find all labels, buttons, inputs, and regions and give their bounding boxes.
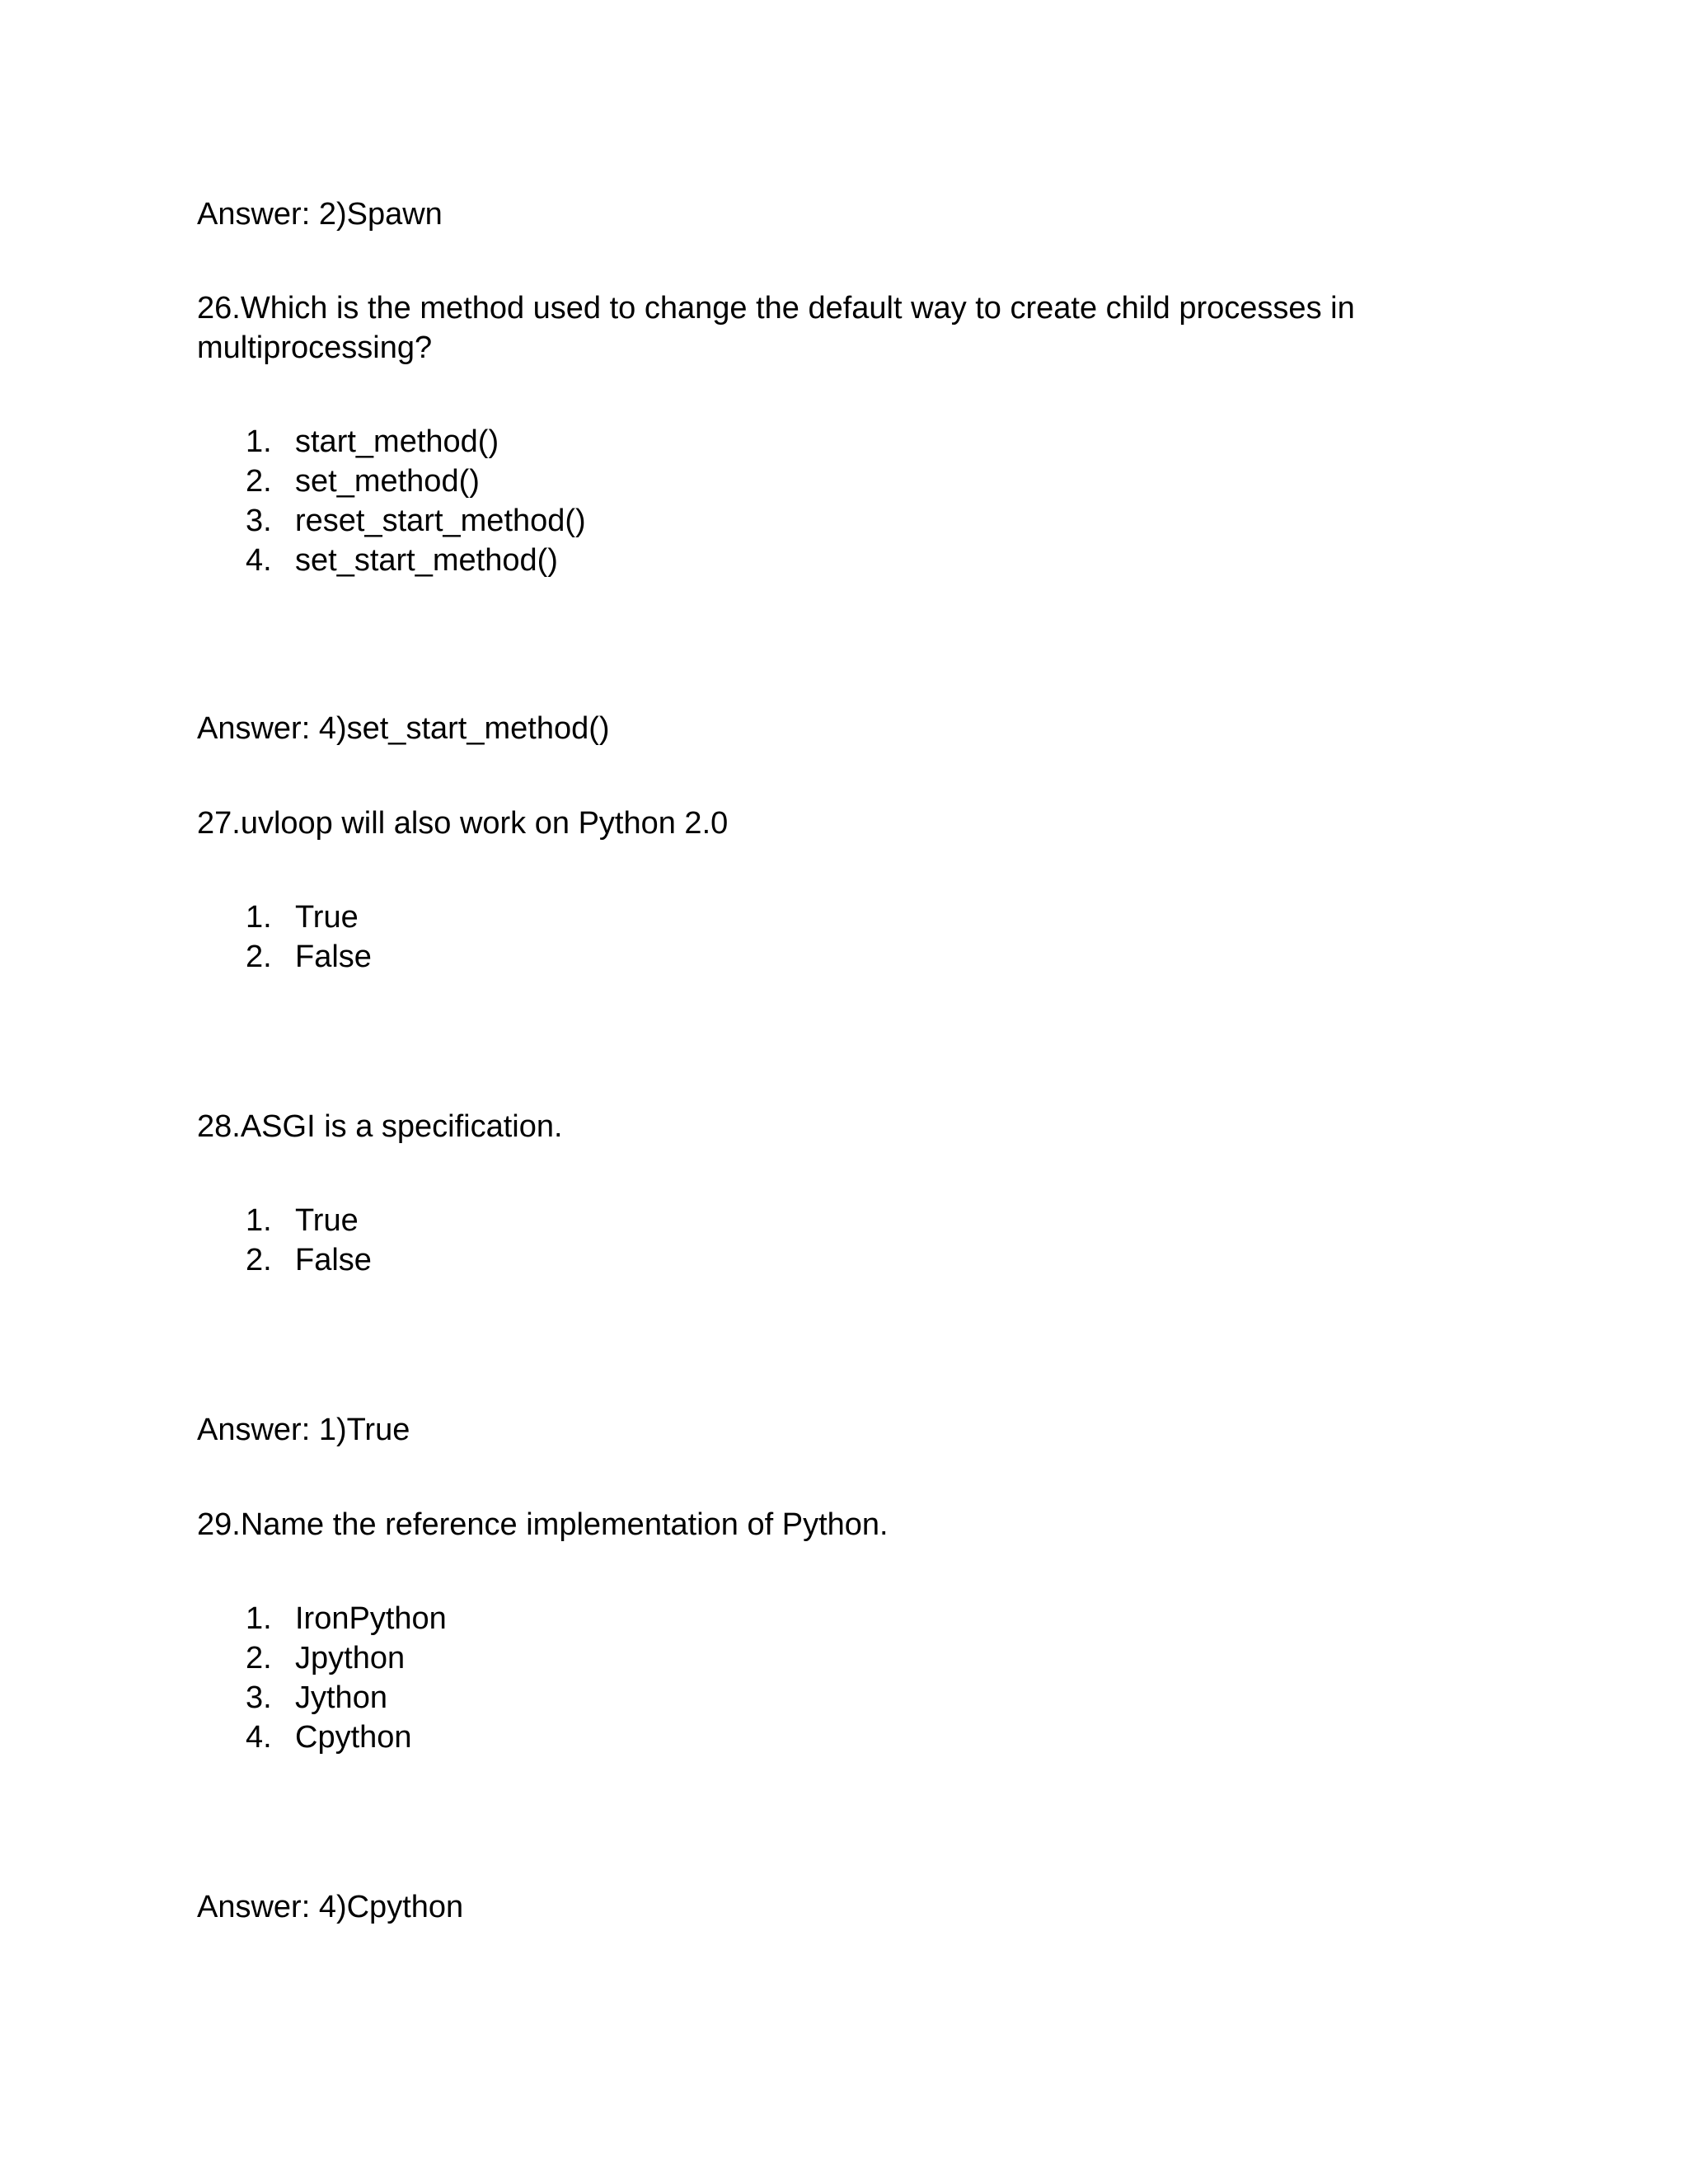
question-26: 26.Which is the method used to change the default way to create child processes in multiprocessing? xyxy=(197,291,1355,365)
option-number: 1. xyxy=(246,900,272,935)
answer-26: Answer: 4)set_start_method() xyxy=(197,711,610,746)
option-number: 3. xyxy=(246,1680,272,1715)
option-number: 2. xyxy=(246,464,272,499)
answer-28: Answer: 1)True xyxy=(197,1413,410,1447)
option-text: set_method() xyxy=(295,464,480,499)
option-text: False xyxy=(295,1243,372,1277)
option-number: 2. xyxy=(246,1243,272,1277)
option-text: False xyxy=(295,940,372,974)
option-text: set_start_method() xyxy=(295,543,558,578)
option-text: Cpython xyxy=(295,1720,412,1755)
question-29: 29.Name the reference implementation of Python. xyxy=(197,1507,889,1542)
option-number: 2. xyxy=(246,940,272,974)
answer-29: Answer: 4)Cpython xyxy=(197,1890,464,1924)
option-number: 4. xyxy=(246,1720,272,1755)
option-text: True xyxy=(295,900,359,935)
answer-25: Answer: 2)Spawn xyxy=(197,197,443,232)
option-text: True xyxy=(295,1203,359,1238)
option-number: 1. xyxy=(246,1203,272,1238)
option-text: Jpython xyxy=(295,1641,406,1675)
option-text: start_method() xyxy=(295,424,499,459)
option-number: 2. xyxy=(246,1641,272,1675)
option-text: IronPython xyxy=(295,1601,447,1636)
option-text: reset_start_method() xyxy=(295,504,586,538)
question-27: 27.uvloop will also work on Python 2.0 xyxy=(197,806,729,841)
option-number: 1. xyxy=(246,424,272,459)
question-28: 28.ASGI is a specification. xyxy=(197,1109,563,1144)
option-text: Jython xyxy=(295,1680,387,1715)
option-number: 4. xyxy=(246,543,272,578)
option-number: 1. xyxy=(246,1601,272,1636)
option-number: 3. xyxy=(246,504,272,538)
